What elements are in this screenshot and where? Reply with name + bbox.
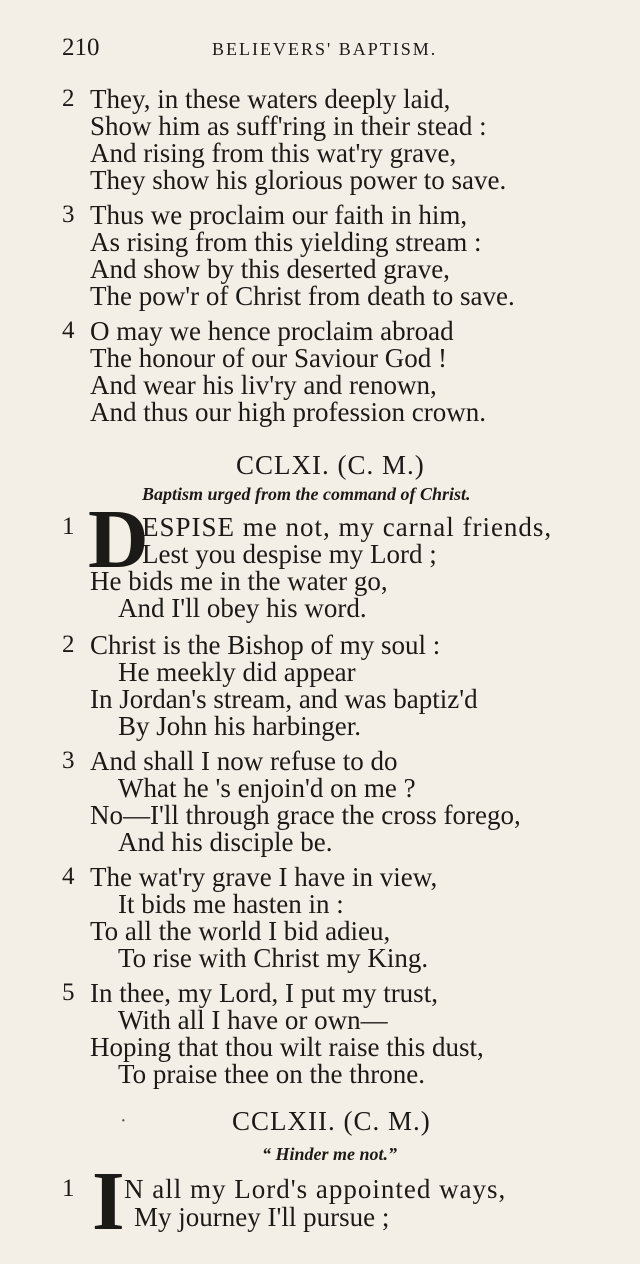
verse-line: My journey I'll pursue ; xyxy=(134,1202,390,1232)
hymn-subtitle: Baptism urged from the command of Christ. xyxy=(142,484,471,504)
verse-number: 1 xyxy=(62,1175,75,1202)
verse-line: Show him as suff'ring in their stead : xyxy=(90,111,487,141)
verse-line: N all my Lord's appointed ways, xyxy=(124,1174,507,1204)
drop-cap: D xyxy=(88,493,149,586)
verse-line: In Jordan's stream, and was baptiz'd xyxy=(90,684,478,714)
hymn-title: CCLXII. (C. M.) xyxy=(232,1106,431,1136)
verse-line: It bids me hasten in : xyxy=(118,889,344,919)
verse-line: To praise thee on the throne. xyxy=(118,1059,426,1089)
verse-line: Lest you despise my Lord ; xyxy=(142,539,437,569)
verse-number: 3 xyxy=(62,747,75,774)
running-title: BELIEVERS' BAPTISM. xyxy=(212,39,438,59)
verse-line: In thee, my Lord, I put my trust, xyxy=(90,978,438,1008)
verse-line: The pow'r of Christ from death to save. xyxy=(90,281,515,311)
verse-line: Christ is the Bishop of my soul : xyxy=(90,630,441,660)
verse-line: He meekly did appear xyxy=(118,657,356,687)
verse-number: 4 xyxy=(62,317,75,344)
page-number: 210 xyxy=(62,34,100,61)
verse-line: And his disciple be. xyxy=(118,827,333,857)
page-header xyxy=(62,34,600,70)
verse-number: 4 xyxy=(62,863,75,890)
hymn-subtitle: “ Hinder me not.” xyxy=(262,1144,398,1164)
verse-line: And show by this deserted grave, xyxy=(90,254,450,284)
verse-line: And thus our high profession crown. xyxy=(90,397,486,427)
verse-line: And I'll obey his word. xyxy=(118,593,367,623)
verse-number: 5 xyxy=(62,979,75,1006)
verse-line: ESPISE me not, my carnal friends, xyxy=(142,512,553,542)
verse-line: What he 's enjoin'd on me ? xyxy=(118,773,416,803)
verse-line: The honour of our Saviour God ! xyxy=(90,343,447,373)
verse-number: 3 xyxy=(62,201,75,228)
verse-line: And shall I now refuse to do xyxy=(90,746,398,776)
verse-line: Hoping that thou wilt raise this dust, xyxy=(90,1032,484,1062)
verse-number: 2 xyxy=(62,85,75,112)
verse-line: Thus we proclaim our faith in him, xyxy=(90,200,468,230)
verse-line: With all I have or own— xyxy=(118,1005,388,1035)
verse-line: And rising from this wat'ry grave, xyxy=(90,138,457,168)
hymn-title: CCLXI. (C. M.) xyxy=(236,450,425,480)
verse-line: And wear his liv'ry and renown, xyxy=(90,370,437,400)
verse-line: The wat'ry grave I have in view, xyxy=(90,862,438,892)
verse-number: 1 xyxy=(62,513,75,540)
verse-line: They show his glorious power to save. xyxy=(90,165,507,195)
verse-line: To all the world I bid adieu, xyxy=(90,916,391,946)
verse-line: As rising from this yielding stream : xyxy=(90,227,482,257)
verse-line: He bids me in the water go, xyxy=(90,566,388,596)
verse-line: They, in these waters deeply laid, xyxy=(90,84,451,114)
ink-dot: · xyxy=(120,1110,127,1132)
verse-line: To rise with Christ my King. xyxy=(118,943,429,973)
verse-line: By John his harbinger. xyxy=(118,711,361,741)
verse-line: O may we hence proclaim abroad xyxy=(90,316,454,346)
verse-number: 2 xyxy=(62,631,75,658)
verse-line: No—I'll through grace the cross forego, xyxy=(90,800,521,830)
drop-cap: I xyxy=(92,1155,125,1248)
